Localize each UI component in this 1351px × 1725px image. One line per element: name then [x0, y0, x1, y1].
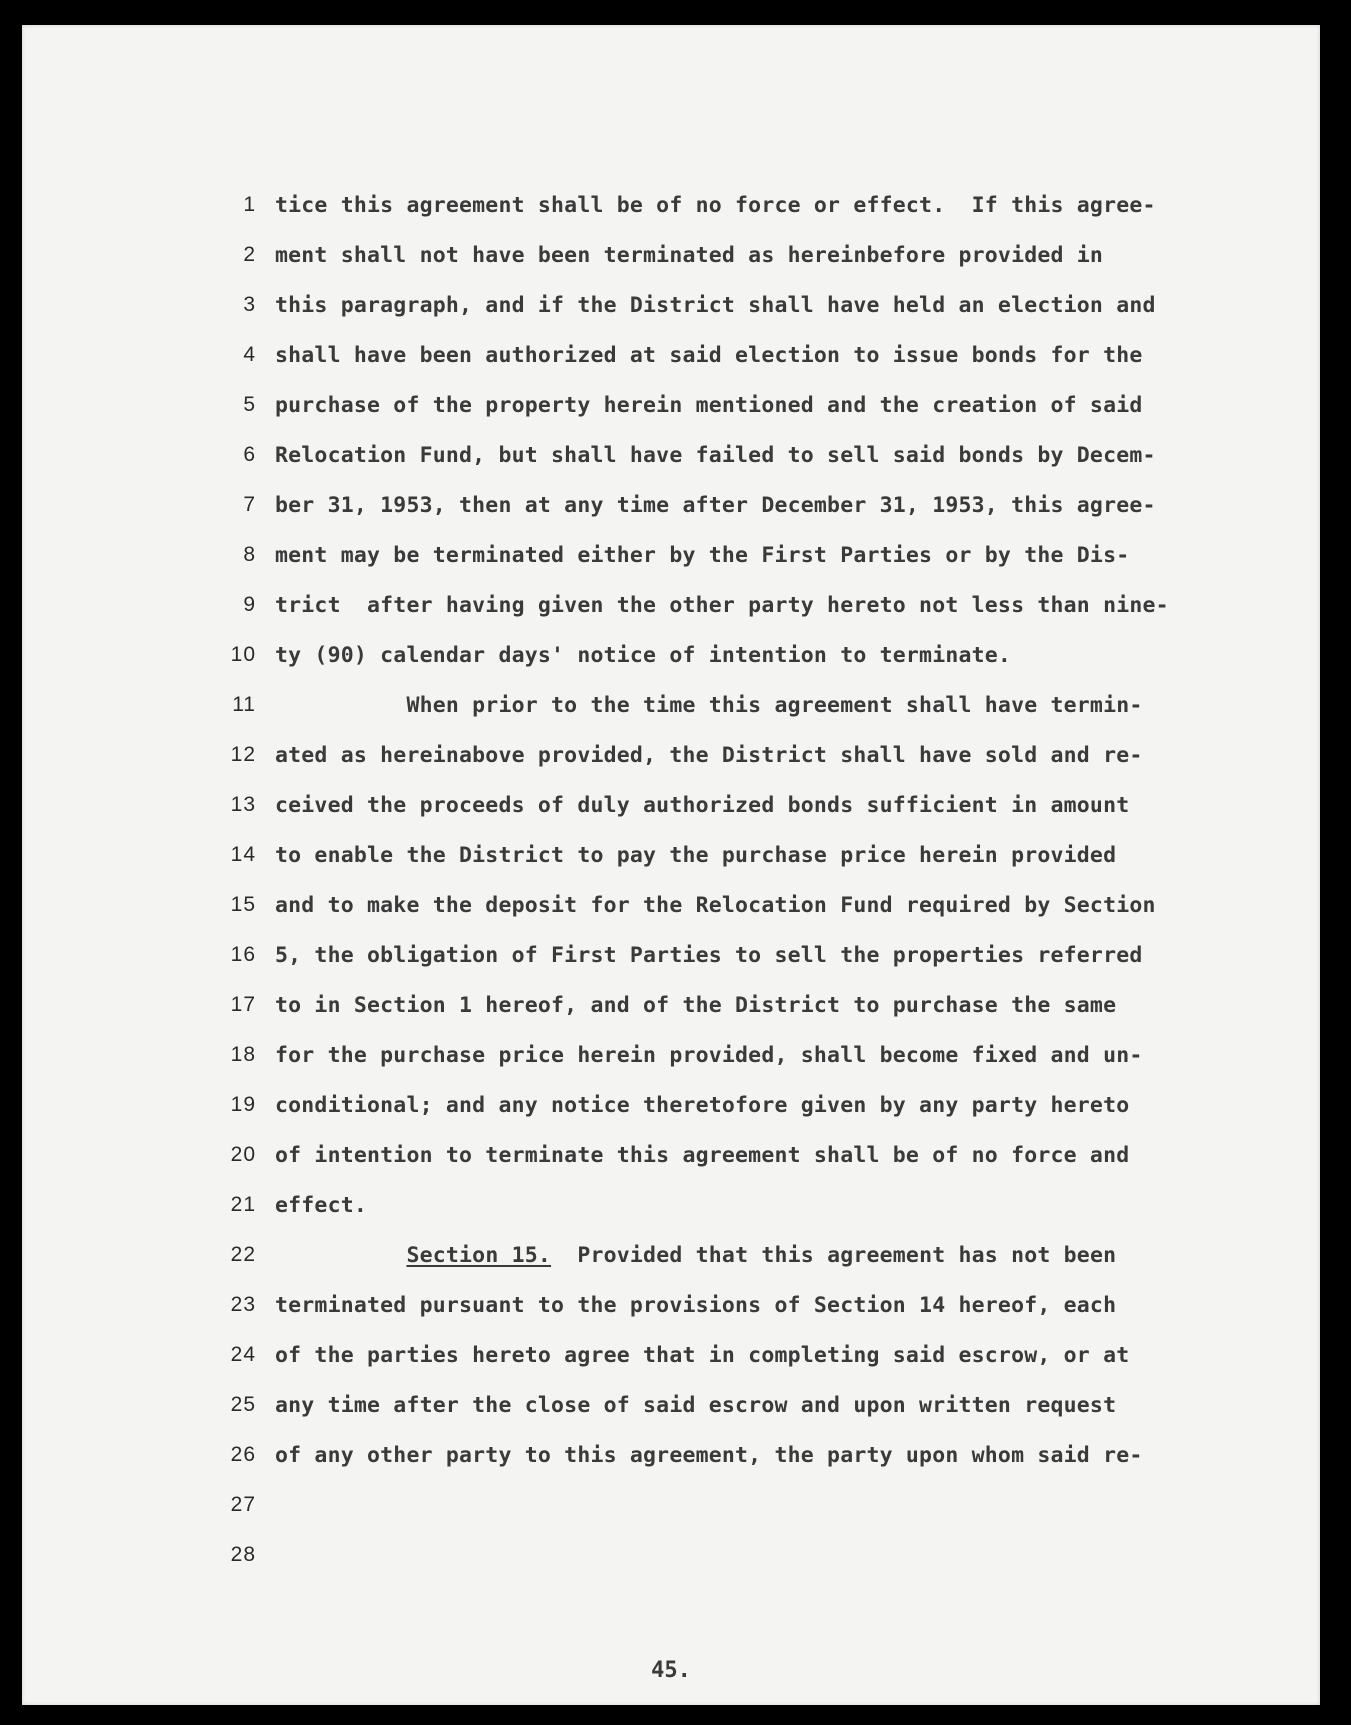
text-line: ment shall not have been terminated as hereinbefore provided in — [275, 243, 1104, 268]
text-line: any time after the close of said escrow and upon written request — [275, 1393, 1117, 1418]
text-line: shall have been authorized at said election to issue bonds for the — [275, 343, 1143, 368]
text-line: purchase of the property herein mentioned and the creation of said — [275, 393, 1143, 418]
text-line: Relocation Fund, but shall have failed to sell said bonds by Decem- — [275, 443, 1156, 468]
text-line: effect. — [275, 1193, 368, 1218]
line-number: 21 — [230, 1193, 256, 1216]
text-line: to enable the District to pay the purchase price herein provided — [275, 843, 1117, 868]
line-number: 22 — [230, 1243, 256, 1266]
text-line: of the parties hereto agree that in completing said escrow, or at — [275, 1343, 1130, 1368]
text-line: for the purchase price herein provided, shall become fixed and un- — [275, 1043, 1143, 1068]
line-number: 3 — [243, 293, 256, 316]
text-line: ceived the proceeds of duly authorized bonds sufficient in amount — [275, 793, 1130, 818]
line-number: 20 — [230, 1143, 256, 1166]
text-line: terminated pursuant to the provisions of Section 14 hereof, each — [275, 1293, 1117, 1318]
text-line: ber 31, 1953, then at any time after December 31, 1953, this agree- — [275, 493, 1156, 518]
text-line: When prior to the time this agreement shall have termin- — [275, 693, 1143, 718]
line-number: 25 — [230, 1393, 256, 1416]
text-line: tice this agreement shall be of no force or effect. If this agree- — [275, 193, 1156, 218]
line-number: 5 — [243, 393, 256, 416]
text-line: ment may be terminated either by the First Parties or by the Dis- — [275, 543, 1130, 568]
line-number: 16 — [230, 943, 256, 966]
text-line: ty (90) calendar days' notice of intention to terminate. — [275, 643, 1012, 668]
line-number: 17 — [230, 993, 256, 1016]
line-number: 6 — [243, 443, 256, 466]
text-line-remainder: Provided that this agreement has not been — [551, 1243, 1117, 1268]
line-number: 7 — [243, 493, 256, 516]
line-number: 27 — [230, 1493, 256, 1516]
line-number: 11 — [232, 693, 256, 716]
line-number: 9 — [243, 593, 256, 616]
text-line: conditional; and any notice theretofore given by any party hereto — [275, 1093, 1130, 1118]
text-line: 5, the obligation of First Parties to sell the properties referred — [275, 943, 1143, 968]
text-line: of intention to terminate this agreement shall be of no force and — [275, 1143, 1130, 1168]
line-number: 18 — [230, 1043, 256, 1066]
line-number: 13 — [230, 793, 256, 816]
text-line — [275, 1243, 1116, 1268]
line-number: 4 — [243, 343, 256, 366]
line-number: 15 — [230, 893, 256, 916]
line-number: 14 — [230, 843, 256, 866]
line-number: 10 — [230, 643, 256, 666]
section-heading: Section 15. — [406, 1243, 552, 1268]
line-number: 12 — [230, 743, 256, 766]
text-line: to in Section 1 hereof, and of the District to purchase the same — [275, 993, 1117, 1018]
text-line: and to make the deposit for the Relocation Fund required by Section — [275, 893, 1156, 918]
text-line: this paragraph, and if the District shall have held an election and — [275, 293, 1156, 318]
line-number: 19 — [230, 1093, 256, 1116]
document-page — [22, 25, 1320, 1705]
line-number: 1 — [243, 193, 256, 216]
page-number: 45. — [651, 1658, 691, 1683]
line-number: 8 — [243, 543, 256, 566]
text-line: of any other party to this agreement, the party upon whom said re- — [275, 1443, 1143, 1468]
text-line: trict after having given the other party hereto not less than nine- — [275, 593, 1169, 618]
indent — [275, 1243, 406, 1268]
line-number: 2 — [243, 243, 256, 266]
text-line: ated as hereinabove provided, the District shall have sold and re- — [275, 743, 1143, 768]
line-number: 28 — [230, 1543, 256, 1566]
line-number: 24 — [230, 1343, 256, 1366]
line-number: 23 — [230, 1293, 256, 1316]
line-number: 26 — [230, 1443, 256, 1466]
